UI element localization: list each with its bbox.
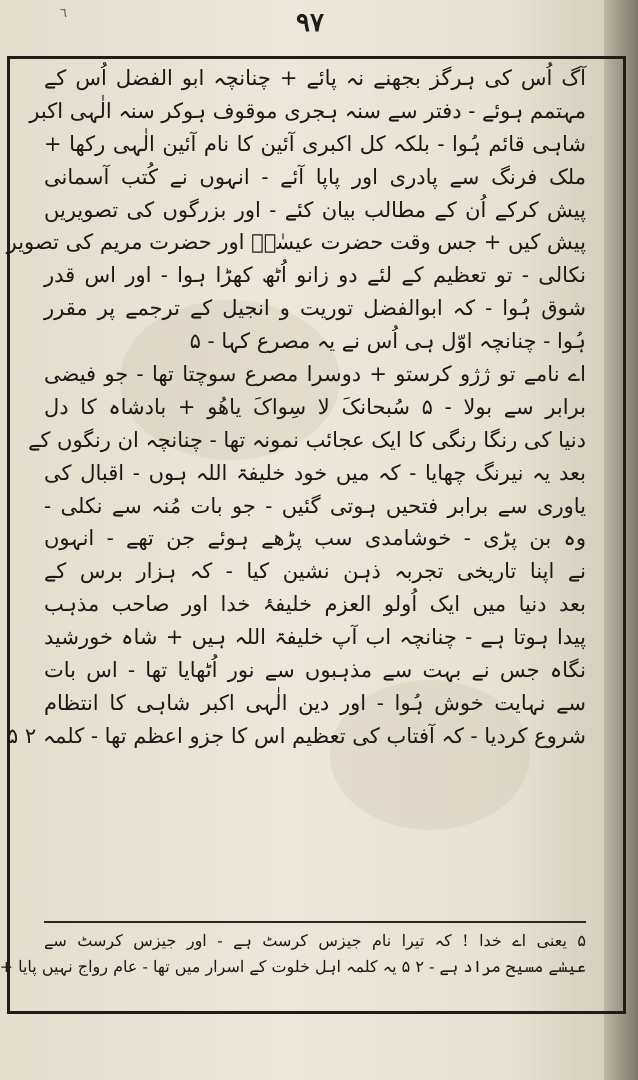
- footnotes: [0, 928, 586, 980]
- text-line: بعد دنیا میں ایک اُولو العزم خلیفۂ خدا اور صاحب مذہب: [44, 592, 586, 617]
- footnote-line: ۵ یعنی اے خدا ! کہ تیرا نام جیزس کرسٹ ہے - اور جیزس کرسٹ سے: [44, 931, 586, 950]
- text-line: نے اپنا تاریخی تجربہ ذہن نشین کیا - کہ ہزار برس کے: [44, 559, 586, 584]
- text-line: برابر سے بولا - ۵ سُبحانکَ لا سِواکَ یاھُو + بادشاہ کا دل: [44, 394, 586, 419]
- text-line: آگ اُس کی ہرگز بجھنے نہ پائے + چنانچہ ابو الفضل اُس کے: [44, 66, 586, 90]
- footnote-divider: [44, 921, 586, 923]
- corner-mark: ٦: [60, 6, 67, 21]
- text-line: پیش کرکے اُن کے مطالب بیان کئے - اور بزرگوں کی تصویریں: [44, 197, 586, 222]
- text-line: ملک فرنگ سے پادری اور پاپا آئے - انہوں نے کُتب آسمانی: [44, 164, 586, 189]
- body-text: [6, 62, 586, 918]
- text-line: شوق ہُوا - کہ ابوالفضل توریت و انجیل کے ترجمے پر مقرر: [44, 296, 586, 321]
- text-line: وہ بن پڑی - خوشامدی سب پڑھے ہوئے جن تھے - انہوں: [44, 526, 586, 551]
- text-line: ہُوا - چنانچہ اوّل ہی اُس نے یہ مصرع کہا - ۵: [189, 329, 586, 354]
- text-line: پیش کیں + جس وقت حضرت عیسٰےؑ اور حضرت مریم کی تصویر: [6, 230, 586, 255]
- page-number: ۹۷: [296, 8, 324, 38]
- text-line: نکالی - تو تعظیم کے لئے دو زانو اُٹھ کھڑا ہوا - اور اس قدر: [44, 263, 586, 288]
- text-line: شروع کردیا - کہ آفتاب کی تعظیم اس کا جزو اعظم تھا - کلمہ ۲ ۵: [6, 723, 586, 748]
- text-line: اے نامے تو ژژو کرستو + دوسرا مصرع سوچتا تھا - جو فیضی: [44, 362, 586, 387]
- text-line: بعد یہ نیرنگ چھایا - کہ میں خود خلیفۃ اللہ ہوں - اقبال کی: [44, 460, 586, 485]
- text-line: نگاہ جس نے بہت سے مذہبوں سے نور اُٹھایا تھا - اس بات: [44, 658, 586, 683]
- text-line: پیدا ہوتا ہے - چنانچہ اب آپ خلیفۃ اللہ ہیں + شاہ خورشید: [44, 625, 586, 650]
- footnote-line: عیسٰے مسیح مراد ہے - ۲ ۵ یہ کلمہ اہل خلوت کے اسرار میں تھا - عام رواج نہیں پایا +: [0, 957, 586, 976]
- text-line: یاوری سے برابر فتحیں ہوتی گئیں - جو بات مُنہ سے نکلی -: [44, 493, 586, 518]
- text-line: سے نہایت خوش ہُوا - اور دین الٰہی اکبر شاہی کا انتظام: [44, 690, 586, 715]
- text-line: مہتمم ہوئے - دفتر سے سنہ ہجری موقوف ہوکر سنہ الٰہی اکبر: [29, 98, 586, 123]
- text-line: شاہی قائم ہُوا - بلکہ کل اکبری آئین کا نام آئین الٰہی رکھا +: [44, 131, 586, 156]
- text-line: دنیا کی رنگا رنگی کا ایک عجائب نمونہ تھا - چنانچہ ان رنگوں کے: [28, 427, 586, 452]
